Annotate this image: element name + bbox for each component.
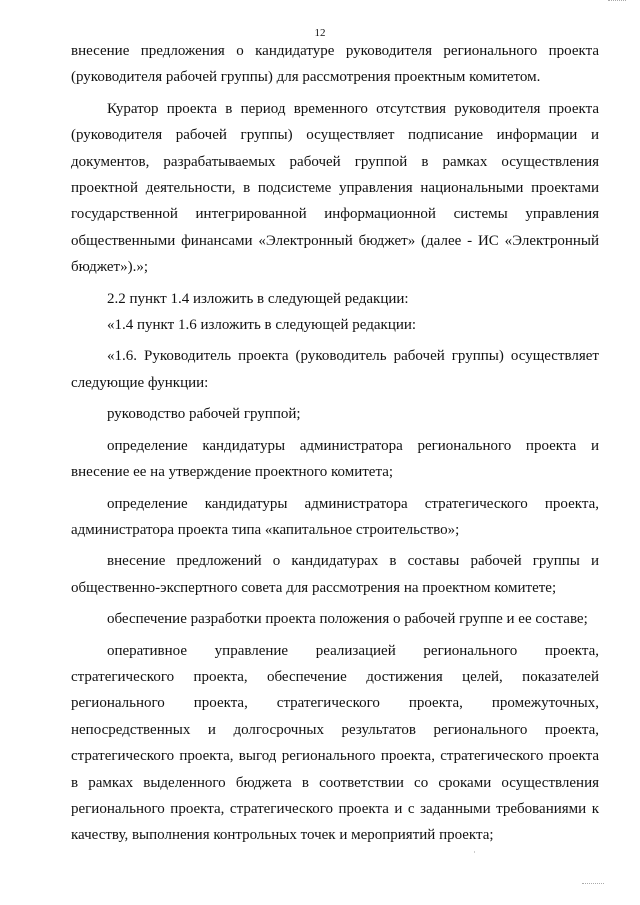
scan-mark-top-right: [608, 0, 626, 3]
page-number: 12: [314, 27, 326, 39]
paragraph-2: Куратор проекта в период временного отсутствия руководителя проекта (руководителя рабочей группы) осуществляет подписание информации и документов, разрабатываемых рабочей группой в рамках осуществления проектной деятельности, в подсистеме управления национальными проектами государственной интегрированной информационной системы управления общественными финансами «Электронный бюджет» (далее - ИС «Электронный бюджет»).»;: [71, 100, 599, 276]
paragraph-9: внесение предложений о кандидатурах в составы рабочей группы и общественно-экспертного совета для рассмотрения на проектном комитете;: [71, 553, 599, 596]
paragraph-5: «1.6. Руководитель проекта (руководитель рабочей группы) осуществляет следующие функции:: [71, 348, 599, 391]
scan-dot: [474, 851, 475, 853]
paragraph-8: определение кандидатуры администратора стратегического проекта, администратора проекта типа «капитальное строительство»;: [71, 495, 599, 538]
paragraph-11: оперативное управление реализацией регионального проекта, стратегического проекта, обеспечение достижения целей, показателей регионального проекта, стратегического проекта, промежуточных, непосредственных и долгосрочных результатов регионального проекта, стратегического проекта, выгод регионального проекта, стратегического проекта в рамках выделенного бюджета в соответствии со сроками осуществления регионального проекта, стратегического проекта и с заданными требованиями к качеству, выполнения контрольных точек и мероприятий проекта;: [71, 642, 599, 844]
document-body: [71, 38, 599, 849]
paragraph-3: 2.2 пункт 1.4 изложить в следующей редакции:: [107, 290, 409, 307]
paragraph-4: «1.4 пункт 1.6 изложить в следующей редакции:: [107, 317, 417, 334]
scan-mark-bottom-right: [582, 883, 604, 886]
paragraph-6: руководство рабочей группой;: [107, 406, 301, 423]
paragraph-1: внесение предложения о кандидатуре руководителя регионального проекта (руководителя рабочей группы) для рассмотрения проектным комитетом.: [71, 43, 599, 86]
paragraph-10: обеспечение разработки проекта положения о рабочей группе и ее составе;: [107, 611, 588, 628]
paragraph-7: определение кандидатуры администратора регионального проекта и внесение ее на утверждение проектного комитета;: [71, 437, 599, 481]
